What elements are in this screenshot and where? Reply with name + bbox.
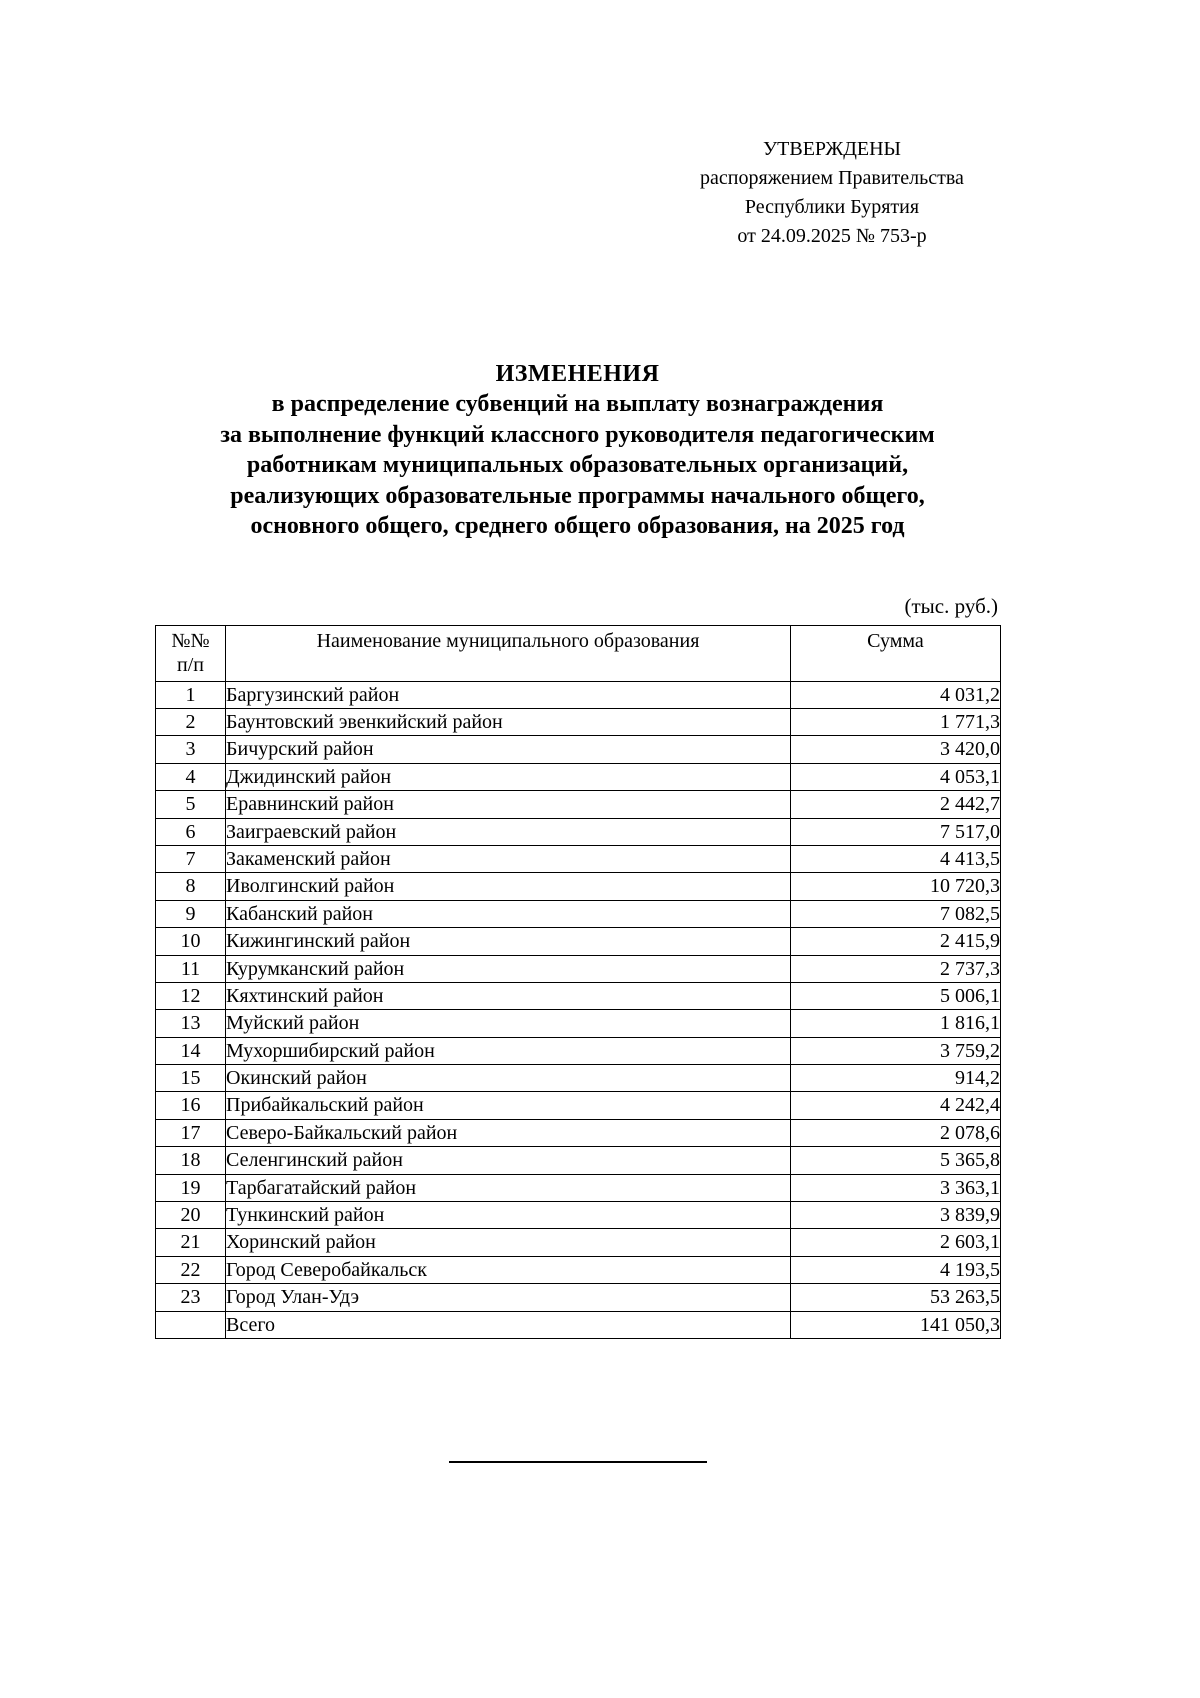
table-row <box>156 763 1001 790</box>
cell-name: Северо-Байкальский район <box>226 1119 791 1146</box>
cell-name: Мухоршибирский район <box>226 1037 791 1064</box>
cell-name: Закаменский район <box>226 845 791 872</box>
table-row <box>156 1311 1001 1338</box>
cell-name: Курумканский район <box>226 955 791 982</box>
cell-name: Хоринский район <box>226 1229 791 1256</box>
header-sum-cell: Сумма <box>791 625 1001 681</box>
cell-sum: 2 737,3 <box>791 955 1001 982</box>
cell-num: 2 <box>156 708 226 735</box>
table-row <box>156 1284 1001 1311</box>
cell-sum: 4 193,5 <box>791 1256 1001 1283</box>
title-line: ИЗМЕНЕНИЯ <box>495 361 660 387</box>
cell-num: 13 <box>156 1010 226 1037</box>
cell-sum: 7 517,0 <box>791 818 1001 845</box>
cell-sum: 10 720,3 <box>791 873 1001 900</box>
cell-num: 21 <box>156 1229 226 1256</box>
cell-sum: 5 006,1 <box>791 982 1001 1009</box>
cell-num: 23 <box>156 1284 226 1311</box>
approval-block <box>672 135 992 251</box>
table-row <box>156 736 1001 763</box>
table-row <box>156 928 1001 955</box>
cell-num: 12 <box>156 982 226 1009</box>
cell-name: Прибайкальский район <box>226 1092 791 1119</box>
table-row <box>156 1037 1001 1064</box>
cell-num: 15 <box>156 1065 226 1092</box>
cell-name: Кабанский район <box>226 900 791 927</box>
cell-sum: 3 420,0 <box>791 736 1001 763</box>
cell-num: 10 <box>156 928 226 955</box>
cell-sum: 3 839,9 <box>791 1202 1001 1229</box>
cell-sum: 4 413,5 <box>791 845 1001 872</box>
approval-line: от 24.09.2025 № 753-р <box>737 225 927 247</box>
cell-num: 1 <box>156 681 226 708</box>
cell-num: 22 <box>156 1256 226 1283</box>
header-name-cell: Наименование муниципального образования <box>226 625 791 681</box>
cell-sum: 4 242,4 <box>791 1092 1001 1119</box>
table-row <box>156 955 1001 982</box>
document-content <box>155 135 1000 1463</box>
cell-num: 16 <box>156 1092 226 1119</box>
units-note: (тыс. руб.) <box>904 593 998 618</box>
title-line: основного общего, среднего общего образования, на 2025 год <box>250 513 905 540</box>
cell-name: Кяхтинский район <box>226 982 791 1009</box>
table-row <box>156 1092 1001 1119</box>
cell-sum: 914,2 <box>791 1065 1001 1092</box>
title-line: за выполнение функций классного руководителя педагогическим <box>220 421 935 448</box>
table-row <box>156 1174 1001 1201</box>
header-num-line1: №№ <box>171 629 210 652</box>
cell-num: 9 <box>156 900 226 927</box>
cell-name: Джидинский район <box>226 763 791 790</box>
table-row <box>156 845 1001 872</box>
table-row <box>156 708 1001 735</box>
table-body <box>156 681 1001 1338</box>
cell-name: Город Улан-Удэ <box>226 1284 791 1311</box>
cell-num: 5 <box>156 791 226 818</box>
table-row <box>156 818 1001 845</box>
cell-sum: 53 263,5 <box>791 1284 1001 1311</box>
approval-line: УТВЕРЖДЕНЫ <box>762 138 902 160</box>
cell-sum: 2 078,6 <box>791 1119 1001 1146</box>
table-row <box>156 1256 1001 1283</box>
cell-num: 19 <box>156 1174 226 1201</box>
cell-name: Бичурский район <box>226 736 791 763</box>
cell-name: Всего <box>226 1311 791 1338</box>
cell-num: 14 <box>156 1037 226 1064</box>
distribution-table <box>155 625 1001 1339</box>
cell-num: 20 <box>156 1202 226 1229</box>
cell-sum: 5 365,8 <box>791 1147 1001 1174</box>
title-line: работникам муниципальных образовательных организаций, <box>246 452 909 479</box>
cell-name: Тункинский район <box>226 1202 791 1229</box>
cell-sum: 1 816,1 <box>791 1010 1001 1037</box>
table-row <box>156 982 1001 1009</box>
cell-sum: 7 082,5 <box>791 900 1001 927</box>
approval-line: Республики Бурятия <box>744 196 920 218</box>
cell-sum: 141 050,3 <box>791 1311 1001 1338</box>
table-row <box>156 1147 1001 1174</box>
table-row <box>156 791 1001 818</box>
cell-name: Муйский район <box>226 1010 791 1037</box>
table-row <box>156 681 1001 708</box>
cell-sum: 3 363,1 <box>791 1174 1001 1201</box>
cell-name: Баргузинский район <box>226 681 791 708</box>
cell-name: Баунтовский эвенкийский район <box>226 708 791 735</box>
title-line: реализующих образовательные программы начального общего, <box>230 482 925 509</box>
cell-num: 7 <box>156 845 226 872</box>
document-title <box>155 359 1000 542</box>
cell-sum: 4 053,1 <box>791 763 1001 790</box>
cell-sum: 2 415,9 <box>791 928 1001 955</box>
cell-num: 18 <box>156 1147 226 1174</box>
cell-sum: 2 603,1 <box>791 1229 1001 1256</box>
cell-name: Окинский район <box>226 1065 791 1092</box>
cell-num: 6 <box>156 818 226 845</box>
table-row <box>156 900 1001 927</box>
header-num-cell <box>156 625 226 681</box>
table-header-row <box>156 625 1001 681</box>
cell-num: 17 <box>156 1119 226 1146</box>
cell-name: Кижингинский район <box>226 928 791 955</box>
table-row <box>156 1202 1001 1229</box>
table-header <box>156 625 1001 681</box>
cell-num: 3 <box>156 736 226 763</box>
approval-line: распоряжением Правительства <box>700 167 964 189</box>
table-row <box>156 873 1001 900</box>
cell-name: Еравнинский район <box>226 791 791 818</box>
cell-sum: 3 759,2 <box>791 1037 1001 1064</box>
cell-name: Заиграевский район <box>226 818 791 845</box>
table-row <box>156 1010 1001 1037</box>
table-row <box>156 1229 1001 1256</box>
cell-num: 8 <box>156 873 226 900</box>
footnote-separator <box>449 1461 707 1463</box>
title-line: в распределение субвенций на выплату вознаграждения <box>271 391 884 418</box>
cell-name: Селенгинский район <box>226 1147 791 1174</box>
cell-num: 4 <box>156 763 226 790</box>
cell-sum: 1 771,3 <box>791 708 1001 735</box>
cell-num: 11 <box>156 955 226 982</box>
table-row <box>156 1065 1001 1092</box>
cell-name: Иволгинский район <box>226 873 791 900</box>
cell-num <box>156 1311 226 1338</box>
table-row <box>156 1119 1001 1146</box>
cell-sum: 2 442,7 <box>791 791 1001 818</box>
cell-name: Тарбагатайский район <box>226 1174 791 1201</box>
cell-sum: 4 031,2 <box>791 681 1001 708</box>
cell-name: Город Северобайкальск <box>226 1256 791 1283</box>
header-num-line2: п/п <box>177 654 204 677</box>
